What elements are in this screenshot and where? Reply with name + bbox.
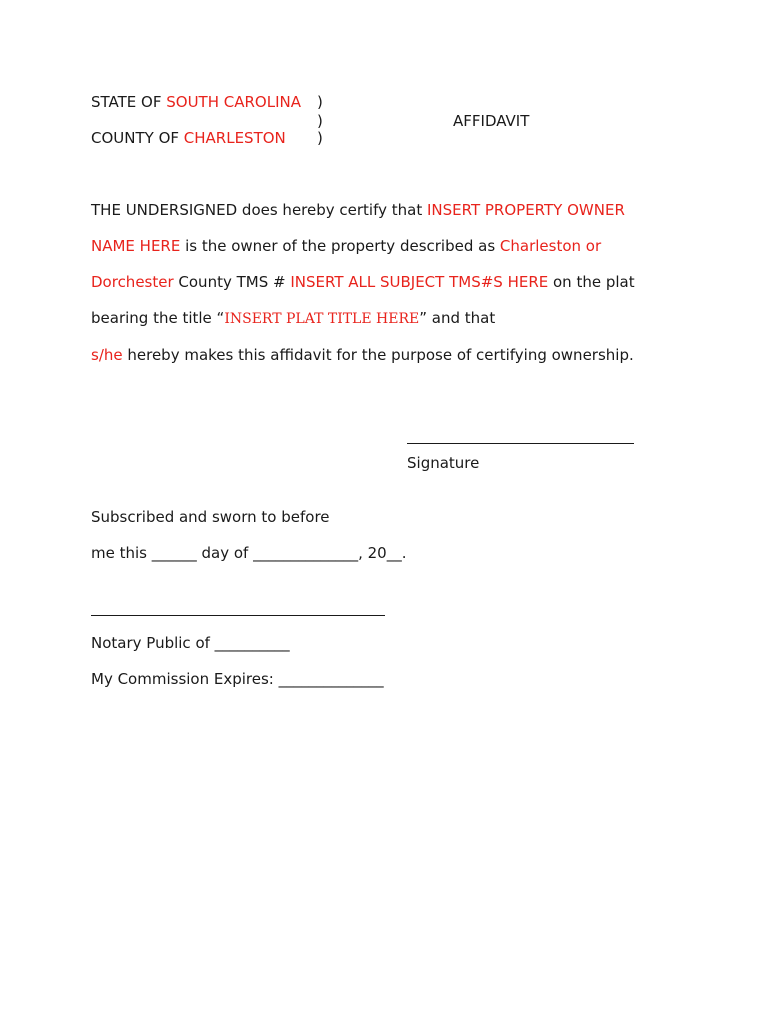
county-option-placeholder-cont: Dorchester: [91, 273, 174, 291]
signature-line: [407, 443, 634, 444]
county-value: CHARLESTON: [183, 129, 286, 147]
notary-public-line: Notary Public of __________: [91, 634, 290, 652]
county-option-placeholder: Charleston or: [499, 237, 602, 255]
body-line-3: [91, 272, 635, 292]
state-value: SOUTH CAROLINA: [166, 93, 301, 111]
pronoun-placeholder: s/he: [91, 346, 123, 364]
plat-title-placeholder: INSERT PLAT TITLE HERE: [224, 311, 420, 327]
document-title: AFFIDAVIT: [453, 112, 530, 130]
caption-paren-2: ): [317, 112, 323, 130]
caption-paren-3: ): [317, 129, 323, 147]
body-text: hereby makes this affidavit for the purpose of certifying ownership.: [122, 346, 634, 364]
body-text: is the owner of the property described as: [180, 237, 500, 255]
body-line-5: [91, 345, 634, 365]
owner-name-placeholder-cont: NAME HERE: [91, 237, 181, 255]
state-prefix: STATE OF: [91, 93, 167, 111]
body-text: ” and that: [419, 309, 496, 327]
body-line-1: [91, 200, 625, 220]
body-text: THE UNDERSIGNED does hereby certify that: [91, 201, 427, 219]
jurat-line-1: Subscribed and sworn to before: [91, 508, 330, 526]
county-line: [91, 128, 286, 148]
signature-label: Signature: [407, 454, 480, 472]
body-line-4: [91, 308, 495, 329]
commission-expires-line: My Commission Expires: ______________: [91, 670, 384, 688]
notary-signature-line: [91, 615, 385, 616]
caption-paren-1: ): [317, 93, 323, 111]
county-prefix: COUNTY OF: [91, 129, 184, 147]
body-text: bearing the title “: [91, 309, 225, 327]
tms-placeholder: INSERT ALL SUBJECT TMS#S HERE: [290, 273, 549, 291]
jurat-line-2: me this ______ day of ______________, 20__.: [91, 544, 407, 562]
state-line: [91, 92, 301, 112]
body-text: County TMS #: [173, 273, 291, 291]
body-line-2: [91, 236, 601, 256]
body-text: on the plat: [548, 273, 635, 291]
owner-name-placeholder: INSERT PROPERTY OWNER: [426, 201, 625, 219]
